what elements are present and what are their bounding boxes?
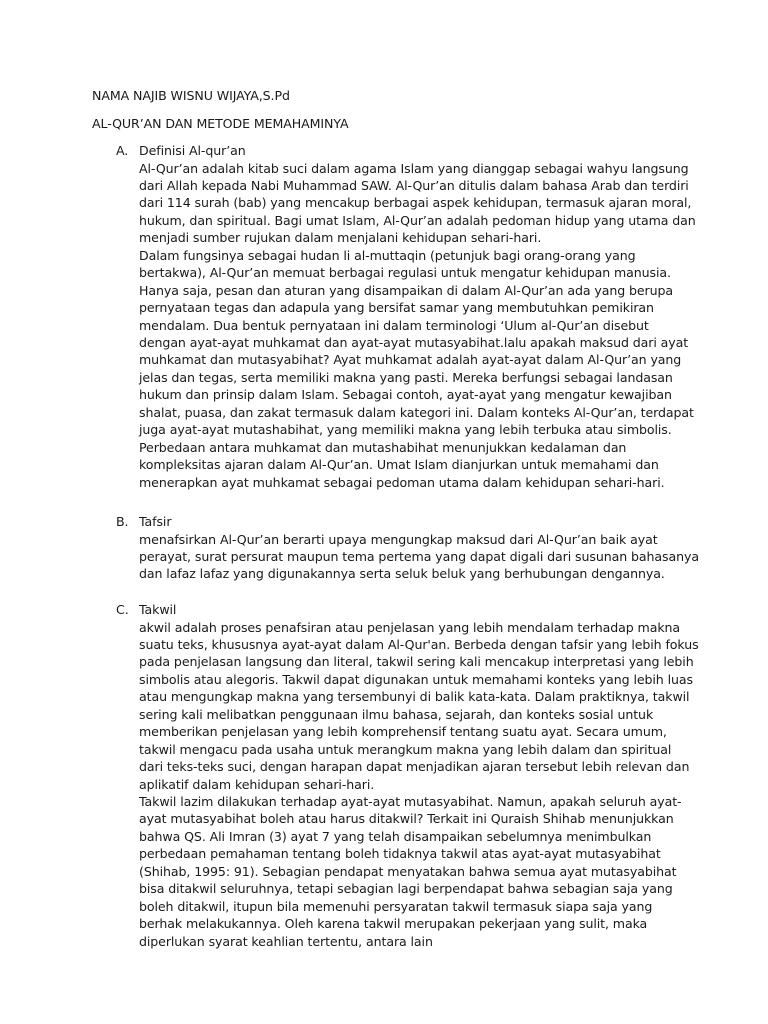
- section-b-paragraph-1: menafsirkan Al-Qur’an berarti upaya mengungkap maksud dari Al-Qur’an baik ayat perayat, surat persurat maupun tema pertema yang dapat digali dari susunan bahasanya dan lafaz lafaz yang digunakannya serta seluk beluk yang berhubungan dengannya.: [139, 531, 699, 582]
- section-b-letter: B.: [116, 514, 129, 529]
- section-c-body: [139, 619, 699, 951]
- document-title: AL-QUR’AN DAN METODE MEMAHAMINYA: [92, 116, 349, 131]
- section-a-letter: A.: [116, 143, 129, 158]
- section-a-body: [139, 160, 699, 492]
- section-c-paragraph-1: akwil adalah proses penafsiran atau penjelasan yang lebih mendalam terhadap makna suatu teks, khususnya ayat-ayat dalam Al-Qur'an. Berbeda dengan tafsir yang lebih fokus pada penjelasan langsung dan literal, takwil sering kali mencakup interpretasi yang lebih simbolis atau alegoris. Takwil dapat digunakan untuk memahami konteks yang lebih luas atau mengungkap makna yang tersembunyi di balik kata-kata. Dalam praktiknya, takwil sering kali melibatkan penggunaan ilmu bahasa, sejarah, dan konteks sosial untuk memberikan penjelasan yang lebih komprehensif tentang suatu ayat. Secara umum, takwil mengacu pada usaha untuk merangkum makna yang lebih dalam dan spiritual dari teks-teks suci, dengan harapan dapat menjadikan ajaran tersebut lebih relevan dan aplikatif dalam kehidupan sehari-hari.: [139, 619, 699, 792]
- section-c-heading: Takwil: [139, 602, 177, 617]
- section-b-heading: Tafsir: [139, 514, 172, 529]
- author-line: NAMA NAJIB WISNU WIJAYA,S.Pd: [92, 88, 290, 103]
- section-a-paragraph-1: Al-Qur’an adalah kitab suci dalam agama Islam yang dianggap sebagai wahyu langsung dari Allah kepada Nabi Muhammad SAW. Al-Qur’an ditulis dalam bahasa Arab dan terdiri dari 114 surah (bab) yang mencakup berbagai aspek kehidupan, termasuk ajaran moral, hukum, dan spiritual. Bagi umat Islam, Al-Qur’an adalah pedoman hidup yang utama dan menjadi sumber rujukan dalam menjalani kehidupan sehari-hari.: [139, 160, 696, 246]
- section-c-paragraph-2: Takwil lazim dilakukan terhadap ayat-ayat mutasyabihat. Namun, apakah seluruh ayat-ayat mutasyabihat boleh atau harus ditakwil? Terkait ini Quraish Shihab menunjukkan bahwa QS. Ali Imran (3) ayat 7 yang telah disampaikan sebelumnya menimbulkan perbedaan pemahaman tentang boleh tidaknya takwil atas ayat-ayat mutasyabihat (Shihab, 1995: 91). Sebagian pendapat menyatakan bahwa semua ayat mutasyabihat bisa ditakwil seluruhnya, tetapi sebagian lagi berpendapat bahwa sebagian saja yang boleh ditakwil, itupun bila memenuhi persyaratan takwil termasuk siapa saja yang berhak melakukannya. Oleh karena takwil merupakan pekerjaan yang sulit, maka diperlukan syarat keahlian tertentu, antara lain: [139, 794, 682, 949]
- section-c-letter: C.: [116, 602, 129, 617]
- section-a-heading: Definisi Al-qur’an: [139, 143, 246, 158]
- section-b-body: [139, 531, 699, 583]
- section-a-paragraph-2: Dalam fungsinya sebagai hudan li al-muttaqin (petunjuk bagi orang-orang yang bertakwa), Al-Qur’an memuat berbagai regulasi untuk mengatur kehidupan manusia. Hanya saja, pesan dan aturan yang disampaikan di dalam Al-Qur’an ada yang berupa pernyataan tegas dan adapula yang bersifat samar yang membutuhkan pemikiran mendalam. Dua bentuk pernyataan ini dalam terminologi ‘Ulum al-Qur’an disebut dengan ayat-ayat muhkamat dan ayat-ayat mutasyabihat.lalu apakah maksud dari ayat muhkamat dan mutasyabihat? Ayat muhkamat adalah ayat-ayat dalam Al-Qur’an yang jelas dan tegas, serta memiliki makna yang pasti. Mereka berfungsi sebagai landasan hukum dan prinsip dalam Islam. Sebagai contoh, ayat-ayat yang mengatur kewajiban shalat, puasa, dan zakat termasuk dalam kategori ini. Dalam konteks Al-Qur’an, terdapat juga ayat-ayat mutashabihat, yang memiliki makna yang lebih terbuka atau simbolis. Perbedaan antara muhkamat dan mutashabihat menunjukkan kedalaman dan kompleksitas ajaran dalam Al-Qur’an. Umat Islam dianjurkan untuk memahami dan menerapkan ayat muhkamat sebagai pedoman utama dalam kehidupan sehari-hari.: [139, 247, 694, 490]
